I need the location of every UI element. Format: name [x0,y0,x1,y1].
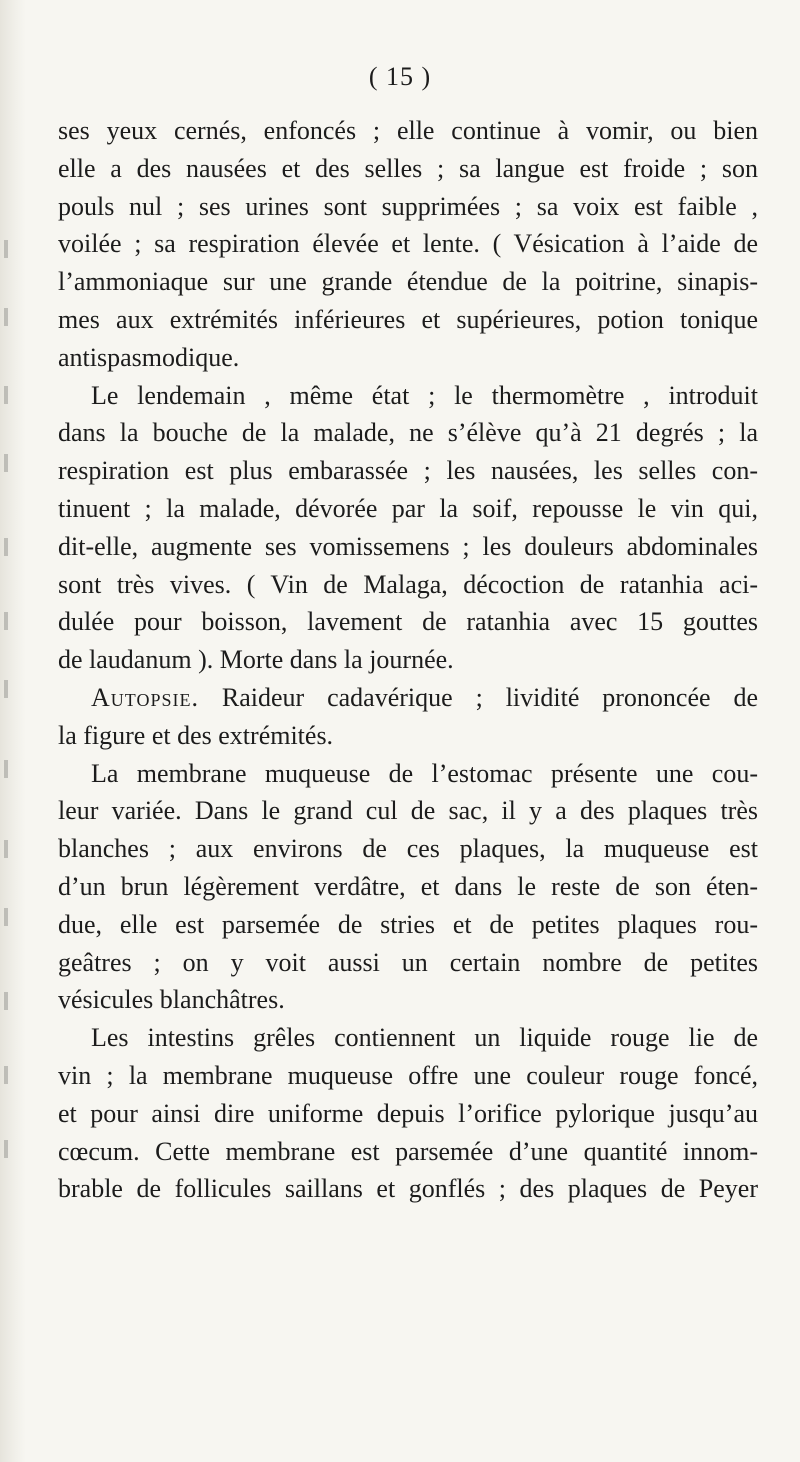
text-line: Le lendemain , même état ; le thermomètre , introduit [91,380,758,410]
text-line: cœcum. Cette membrane est parsemée d’une quantité innom- [58,1136,758,1166]
text-line: due, elle est parsemée de stries et de petites plaques rou- [58,909,758,939]
autopsie-heading: Autopsie. [91,682,199,712]
text-line: pouls nul ; ses urines sont supprimées ; sa voix est faible , [58,191,758,221]
text-line: blanches ; aux environs de ces plaques, la muqueuse est [58,834,758,864]
text-line: La membrane muqueuse de l’estomac présente une cou- [91,758,758,788]
text-line: vin ; la membrane muqueuse offre une couleur rouge foncé, [58,1060,758,1090]
text-line: Les intestins grêles contiennent un liquide rouge lie de [91,1023,758,1053]
text-line: l’ammoniaque sur une grande étendue de la poitrine, sinapis- [58,267,758,297]
text-line: la figure et des extrémités. [58,720,334,750]
text-line: ses yeux cernés, enfoncés ; elle continue à vomir, ou bien [58,116,758,145]
text-line [58,679,758,717]
page-number: ( 15 ) [368,62,432,91]
text-line: de laudanum ). Morte dans la journée. [58,645,454,675]
paragraph-5 [58,1019,758,1208]
text-line: dulée pour boisson, lavement de ratanhia avec 15 gouttes [58,607,758,637]
text-line: d’un brun légèrement verdâtre, et dans le reste de son éten- [58,871,758,901]
text-line: brable de follicules saillans et gonflés ; des plaques de Peyer [58,1174,758,1204]
body-text [58,112,758,1208]
text-line: mes aux extrémités inférieures et supérieures, potion tonique [58,304,758,334]
text-line: dans la bouche de la malade, ne s’élève qu’à 21 degrés ; la [58,418,758,448]
text-span: Raideur cadavérique ; lividité prononcée de [198,682,758,712]
paragraph-2 [58,377,758,679]
text-line: leur variée. Dans le grand cul de sac, il y a des plaques très [58,796,758,826]
text-line: voilée ; sa respiration élevée et lente. ( Vésication à l’aide de [58,229,758,259]
text-line: antispasmodique. [58,342,240,372]
text-line: vésicules blanchâtres. [58,985,285,1015]
text-line: et pour ainsi dire uniforme depuis l’orifice pylorique jusqu’au [58,1098,758,1128]
text-line: geâtres ; on y voit aussi un certain nombre de petites [58,947,758,977]
paragraph-autopsie [58,679,758,755]
text-line: sont très vives. ( Vin de Malaga, décoction de ratanhia aci- [58,569,758,599]
paragraph-4 [58,755,758,1020]
text-line: tinuent ; la malade, dévorée par la soif, repousse le vin qui, [58,493,758,523]
gutter-marks [0,240,28,1360]
text-line: elle a des nausées et des selles ; sa langue est froide ; son [58,153,758,183]
text-line: dit-elle, augmente ses vomissemens ; les douleurs abdominales [58,531,758,561]
paragraph-1 [58,112,758,377]
text-line: respiration est plus embarassée ; les nausées, les selles con- [58,456,758,486]
